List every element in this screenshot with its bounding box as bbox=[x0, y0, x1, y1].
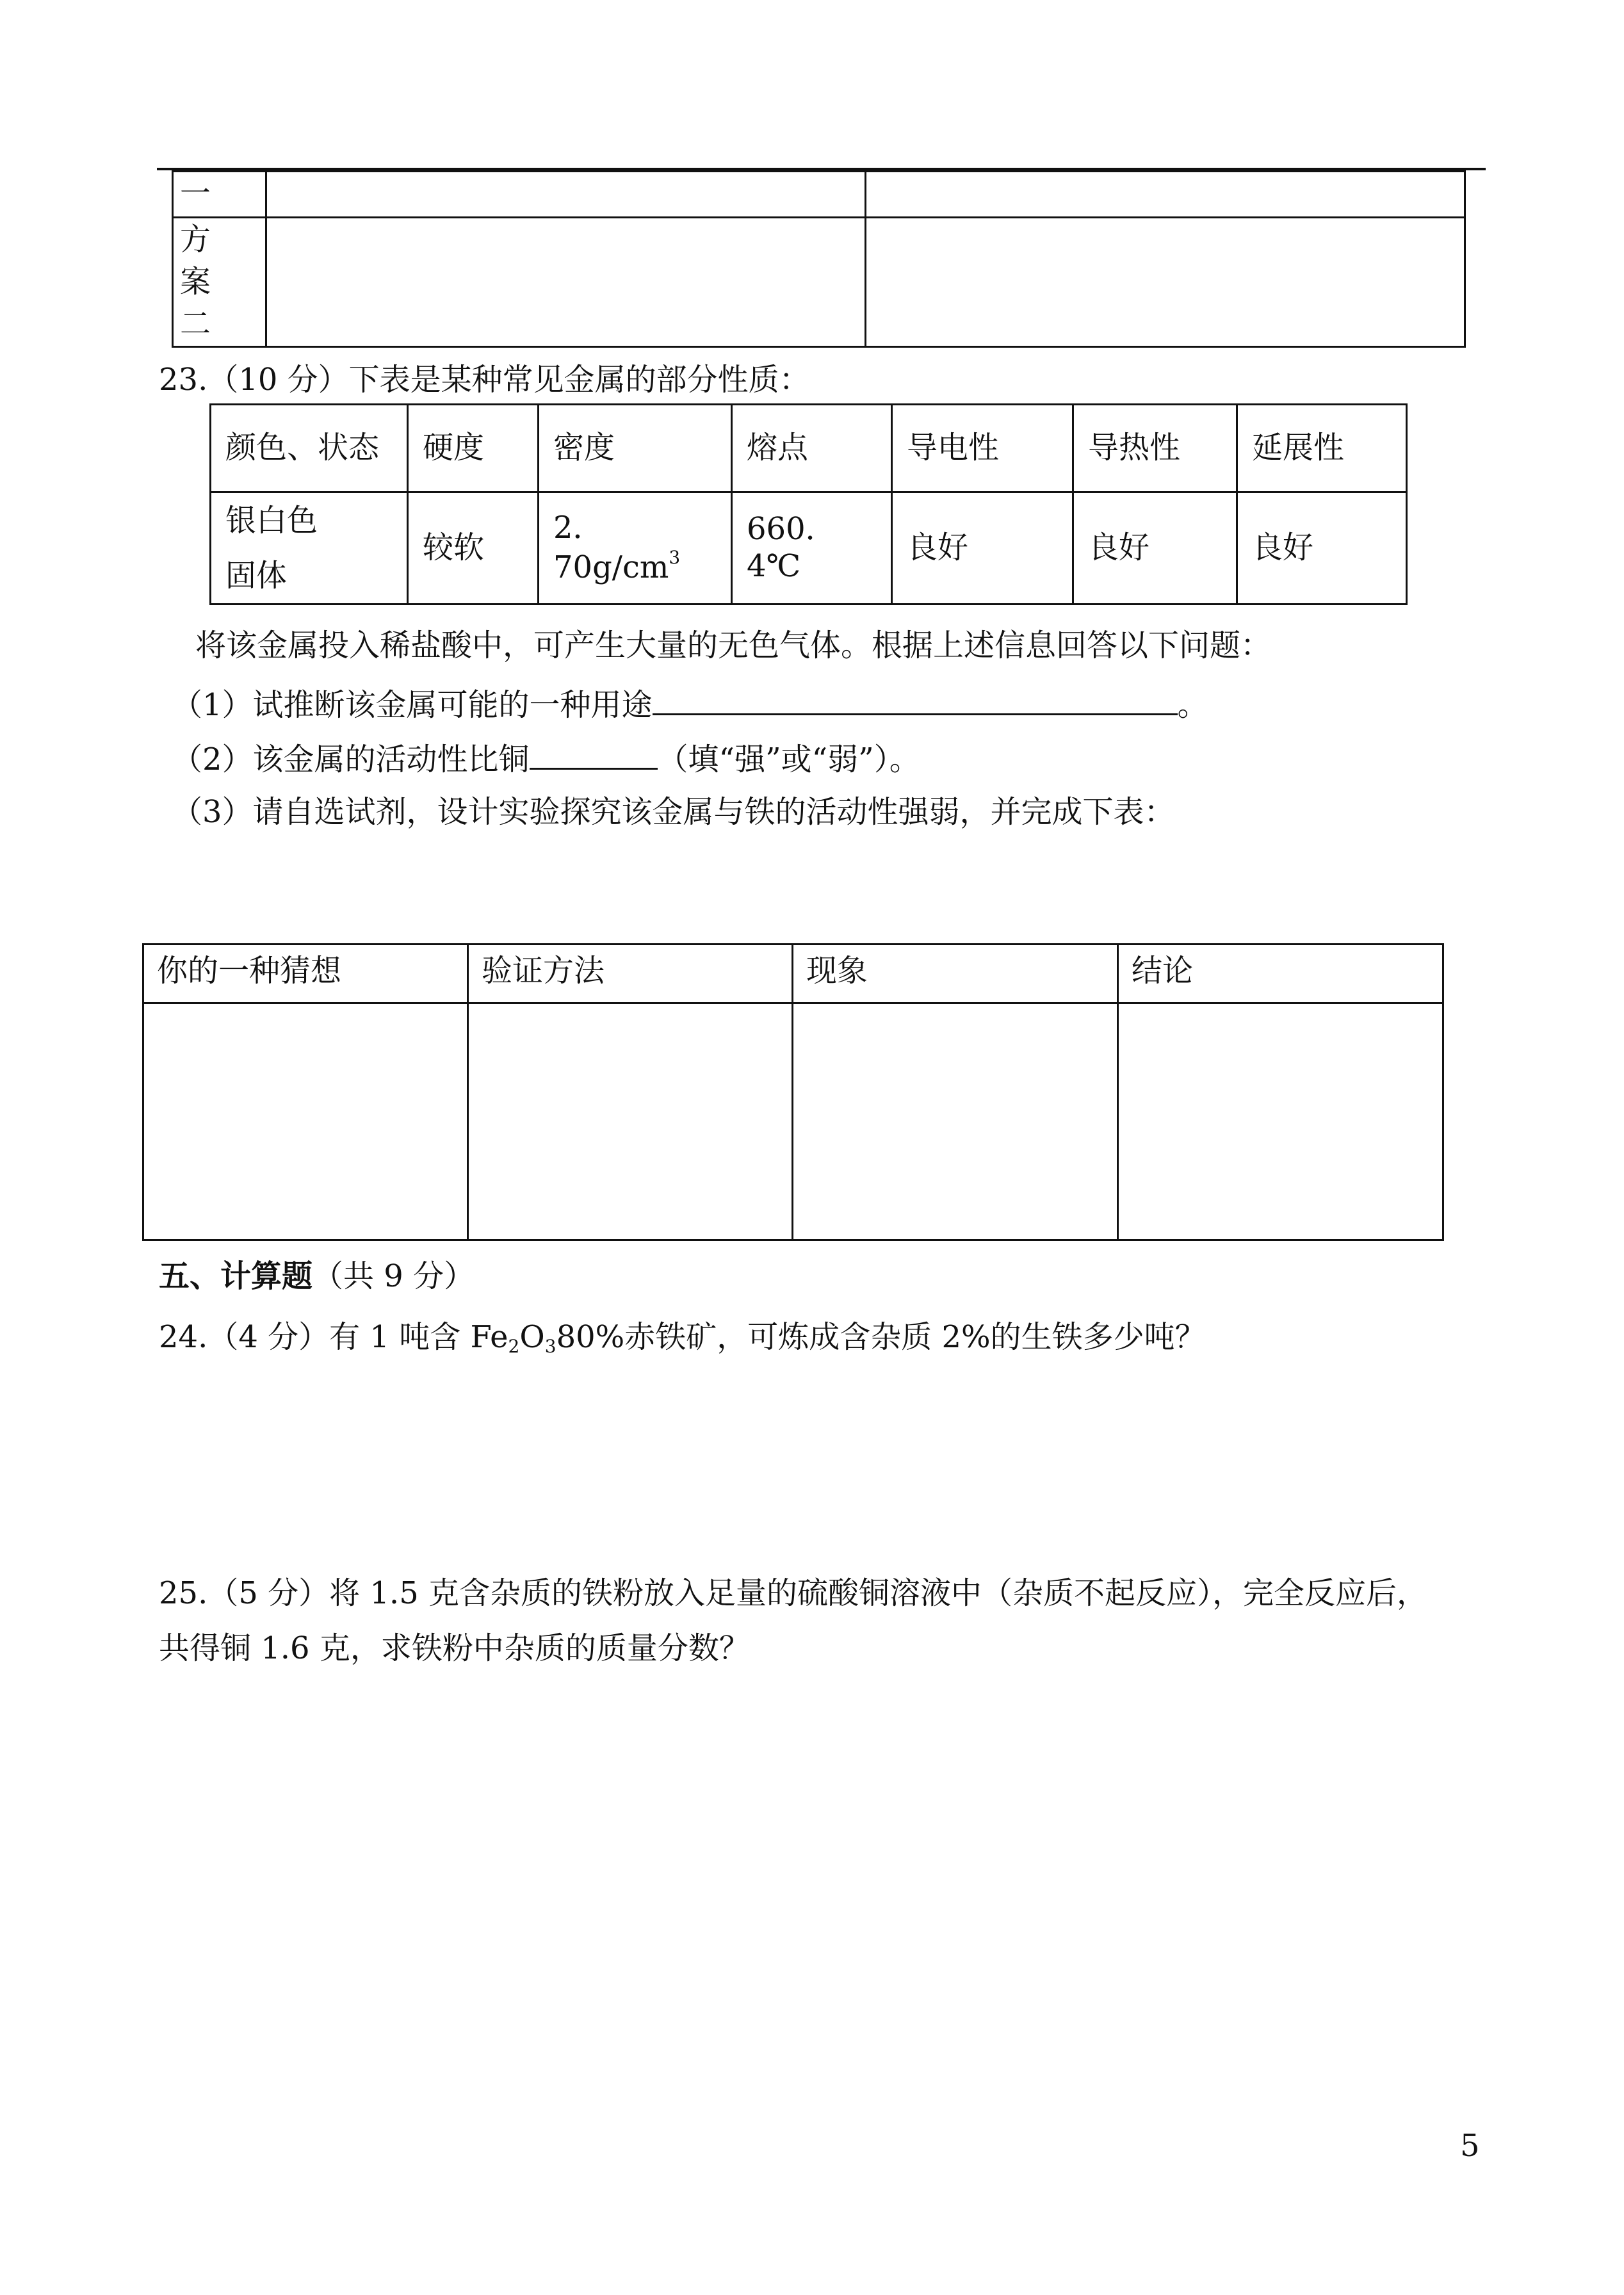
header-phenomenon: 现象 bbox=[793, 945, 1118, 1003]
q24: 24.（4 分）有 1 吨含 $Fe_2O_380\%$赤铁矿，可炼成含杂质 2%的生铁多少吨？ bbox=[159, 1319, 1206, 1357]
header-ductility: 延展性 bbox=[1237, 405, 1407, 492]
header-density: 密度 bbox=[539, 405, 732, 492]
scheme-two-cell-a bbox=[266, 218, 866, 347]
header-hardness: 硬度 bbox=[408, 405, 539, 492]
scheme-two-label: 方 案 二 bbox=[173, 218, 266, 347]
scheme-table bbox=[172, 170, 1466, 348]
table-row bbox=[211, 492, 1407, 604]
answer-blank-2[interactable] bbox=[530, 738, 658, 770]
metal-properties-table bbox=[209, 403, 1408, 605]
table-row bbox=[173, 218, 1465, 347]
q23-sub1: （1）试推断该金属可能的一种用途 。 bbox=[172, 684, 1208, 724]
table-header-row bbox=[211, 405, 1407, 492]
cell-conductivity: 良好 bbox=[892, 492, 1073, 604]
scheme-one-label: 一 bbox=[173, 172, 266, 218]
cell-method[interactable] bbox=[468, 1003, 793, 1240]
section-title: 五、计算题（共 9 分） bbox=[159, 1258, 475, 1294]
header-thermal: 导热性 bbox=[1073, 405, 1237, 492]
cell-thermal: 良好 bbox=[1073, 492, 1237, 604]
q25-line2: 共得铜 1.6 克，求铁粉中杂质的质量分数？ bbox=[159, 1630, 750, 1666]
q23-intro: 将该金属投入稀盐酸中，可产生大量的无色气体。根据上述信息回答以下问题： bbox=[195, 628, 1272, 663]
cell-melting-point: 660．4℃ bbox=[732, 492, 892, 604]
q23-heading: 23.（10 分）下表是某种常见金属的部分性质： bbox=[159, 362, 810, 398]
experiment-table bbox=[142, 943, 1444, 1241]
scheme-two-cell-b bbox=[866, 218, 1465, 347]
scheme-one-cell-a bbox=[266, 172, 866, 218]
table-row bbox=[173, 172, 1465, 218]
cell-hypothesis[interactable] bbox=[143, 1003, 468, 1240]
header-method: 验证方法 bbox=[468, 945, 793, 1003]
page-number: 5 bbox=[1460, 2128, 1480, 2164]
header-conclusion: 结论 bbox=[1118, 945, 1443, 1003]
cell-conclusion[interactable] bbox=[1118, 1003, 1443, 1240]
header-color-state: 颜色、状态 bbox=[211, 405, 408, 492]
header-melting-point: 熔点 bbox=[732, 405, 892, 492]
answer-blank-1[interactable] bbox=[653, 684, 1178, 715]
cell-phenomenon[interactable] bbox=[793, 1003, 1118, 1240]
table-header-row bbox=[143, 945, 1443, 1003]
scheme-one-cell-b bbox=[866, 172, 1465, 218]
q25-line1: 25.（5 分）将 1.5 克含杂质的铁粉放入足量的硫酸铜溶液中（杂质不起反应），完全反应后， bbox=[159, 1575, 1427, 1611]
header-conductivity: 导电性 bbox=[892, 405, 1073, 492]
table-row bbox=[143, 1003, 1443, 1240]
q23-sub2: （2）该金属的活动性比铜 （填“强”或“弱”）。 bbox=[172, 738, 920, 779]
cell-color-state: 银白色 固体 bbox=[211, 492, 408, 604]
cell-hardness: 较软 bbox=[408, 492, 539, 604]
header-hypothesis: 你的一种猜想 bbox=[143, 945, 468, 1003]
cell-density: 2．$70g/cm^3$ bbox=[539, 492, 732, 604]
q23-sub3: （3）请自选试剂，设计实验探究该金属与铁的活动性强弱，并完成下表： bbox=[172, 794, 1175, 830]
cell-ductility: 良好 bbox=[1237, 492, 1407, 604]
